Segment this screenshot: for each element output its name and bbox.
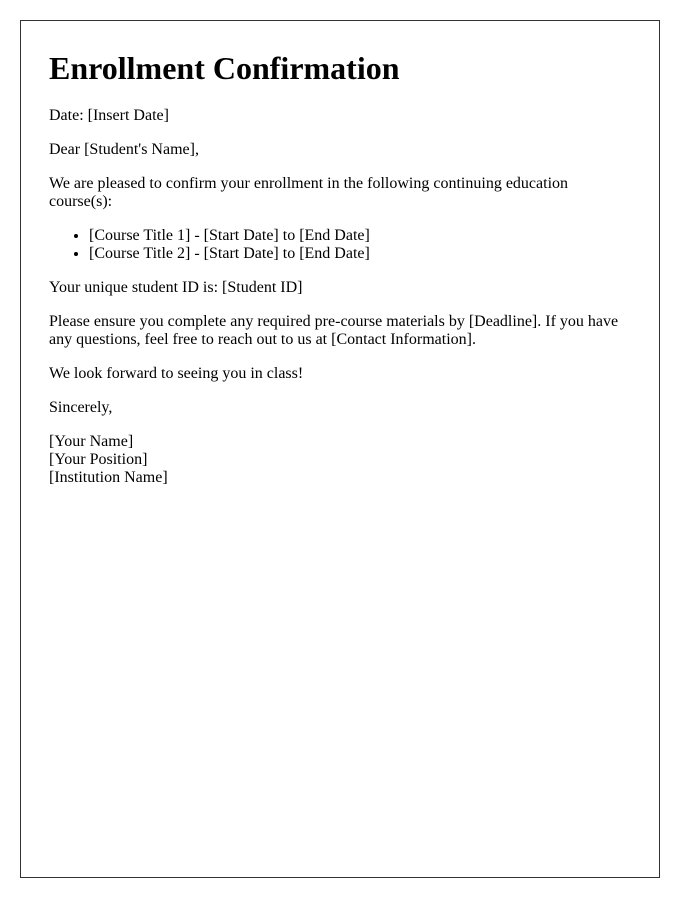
letter-page [20, 20, 660, 878]
signature-position: [Your Position] [49, 451, 148, 468]
course-list-item: • [Course Title 1] - [Start Date] to [End Date] [89, 227, 631, 245]
sign-off: Sincerely, [49, 399, 113, 416]
intro-paragraph: We are pleased to confirm your enrollment in the following continuing education course(s): [49, 175, 569, 210]
signature-block [49, 433, 631, 487]
student-id-line: Your unique student ID is: [Student ID] [49, 279, 303, 296]
date-line: Date: [Insert Date] [49, 107, 169, 124]
instructions-paragraph: Please ensure you complete any required pre-course materials by [Deadline]. If you have any questions, feel free to reach out to us at [Contact Information]. [49, 313, 619, 348]
signature-institution: [Institution Name] [49, 469, 168, 486]
page-title: Enrollment Confirmation [49, 50, 400, 86]
salutation: Dear [Student's Name], [49, 141, 199, 158]
signature-name: [Your Name] [49, 433, 134, 450]
course-list-item: • [Course Title 2] - [Start Date] to [End Date] [89, 245, 631, 263]
closing-remark: We look forward to seeing you in class! [49, 365, 304, 382]
course-list [49, 227, 631, 263]
